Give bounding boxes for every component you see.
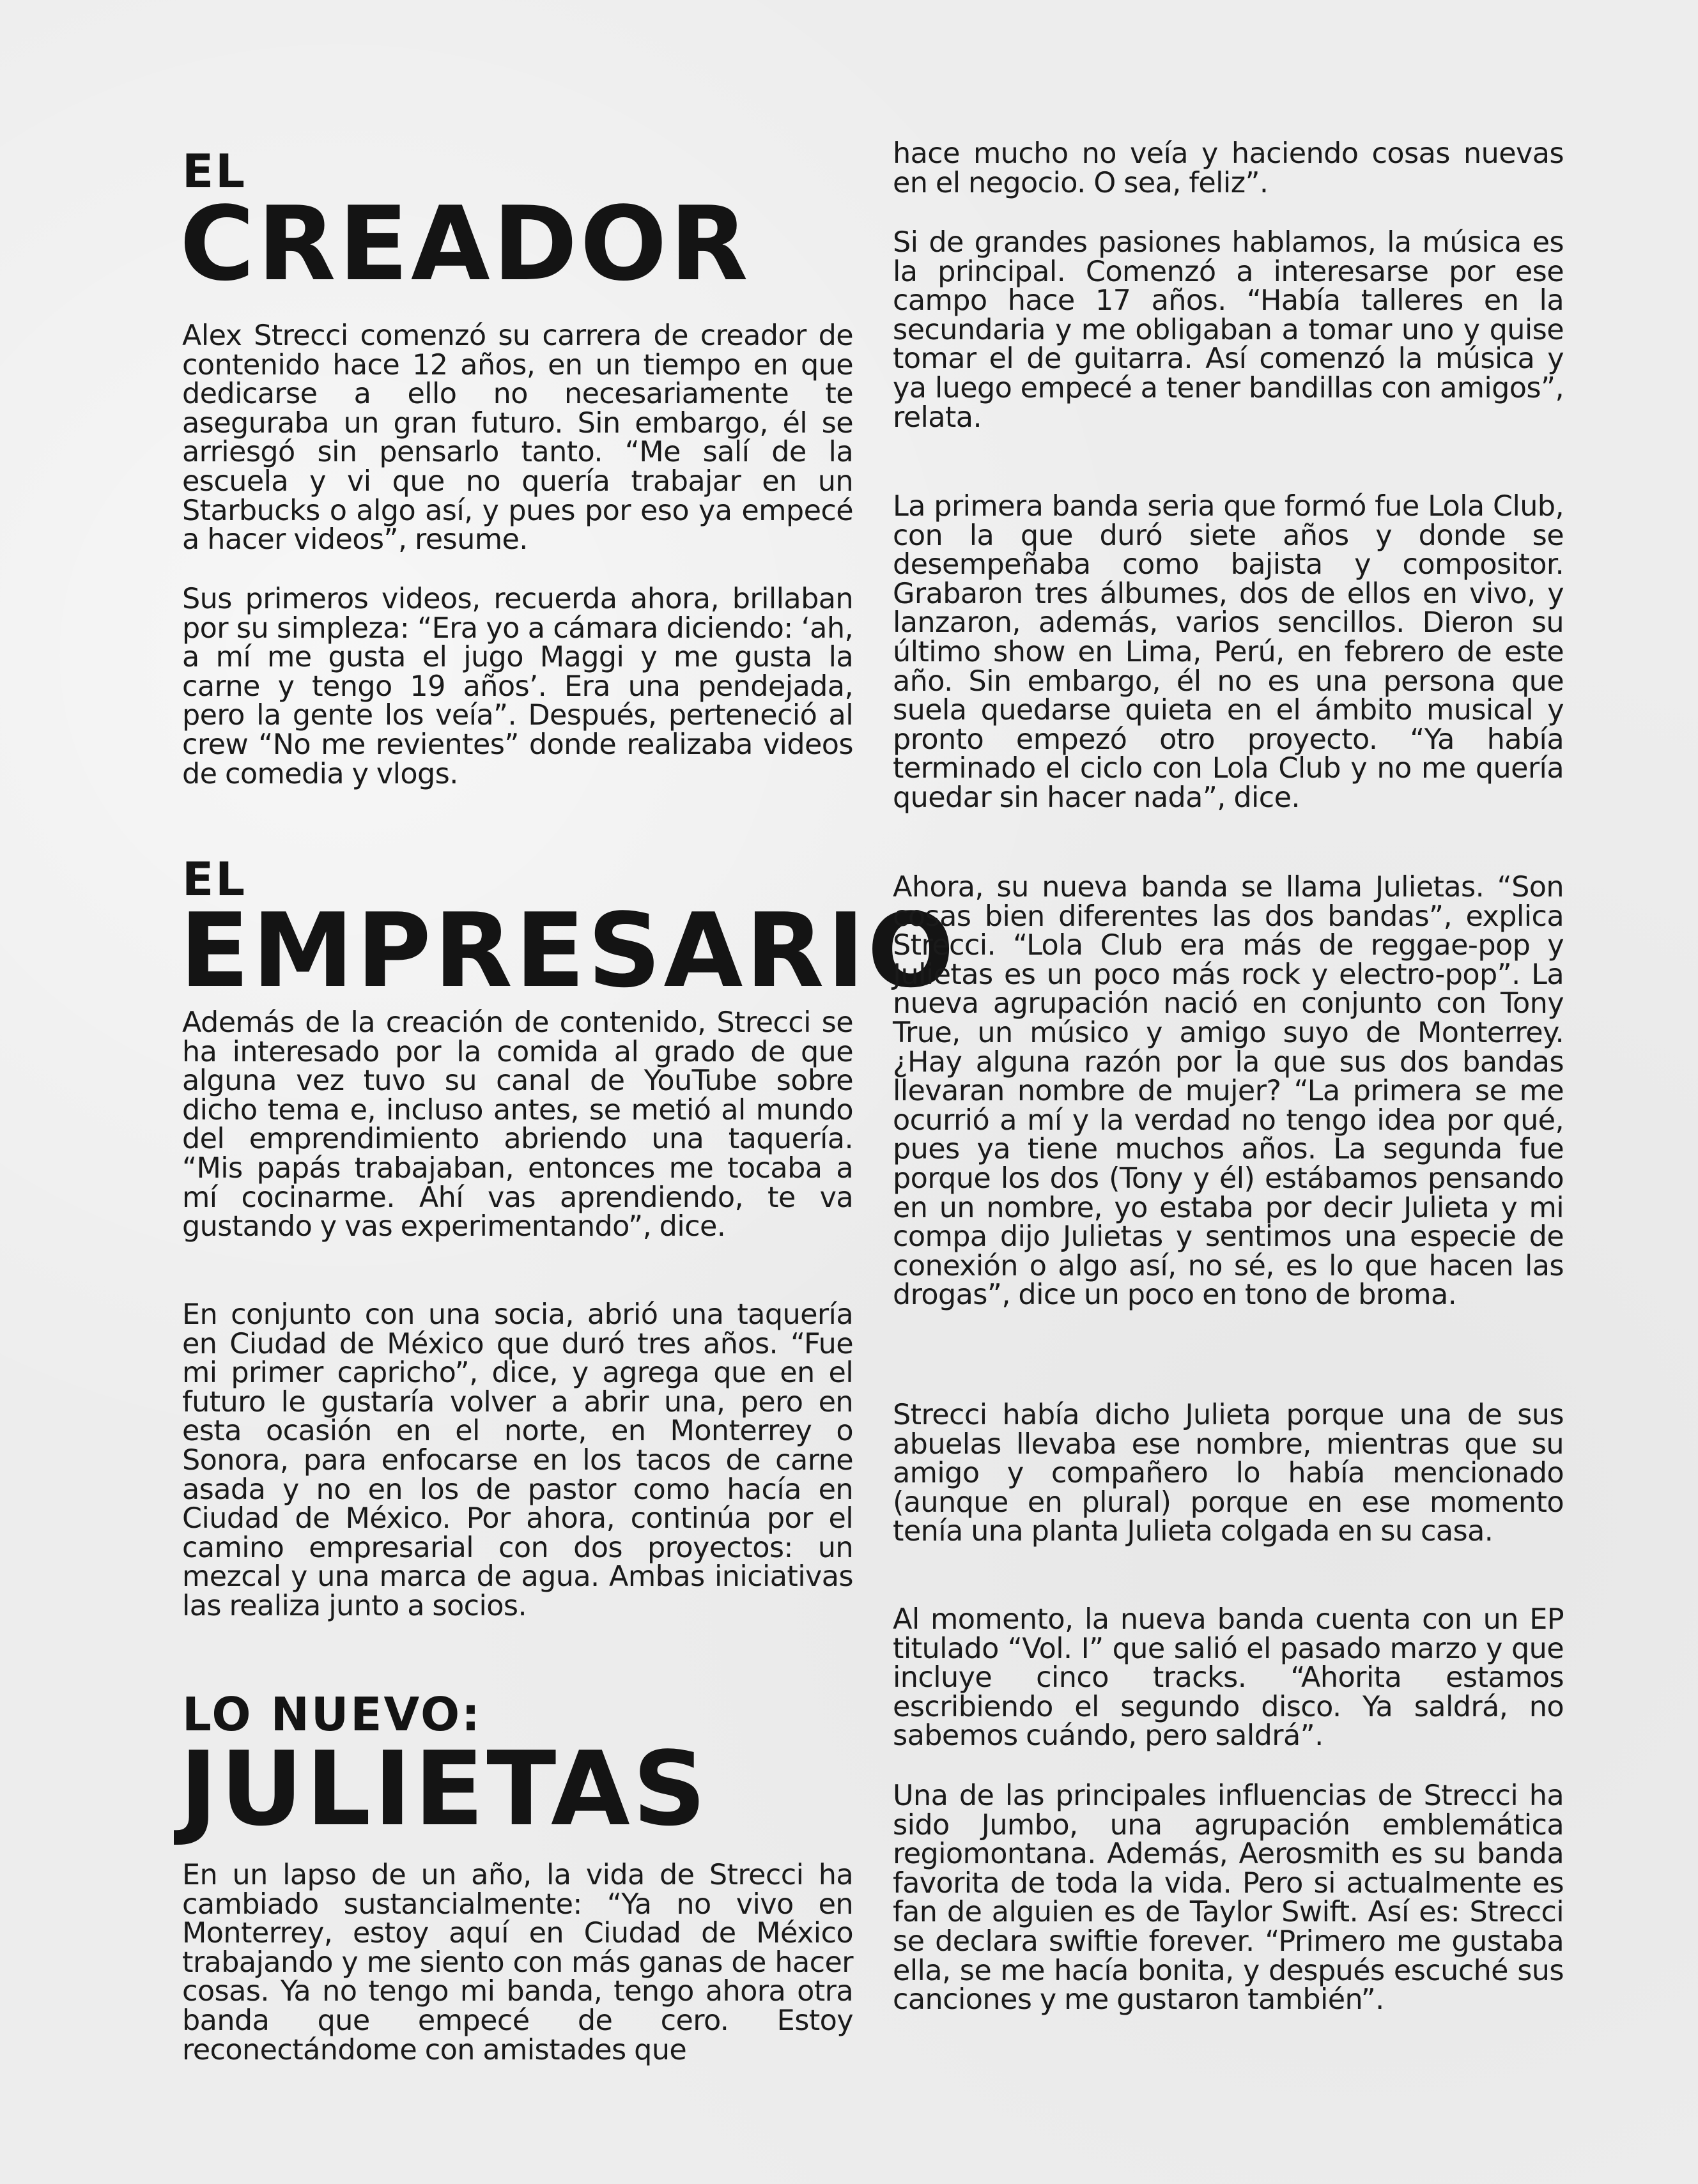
paragraph-creador-1: Alex Strecci comenzó su carrera de creador de contenido hace 12 años, en un tiempo en que dedicarse a ello no necesariamente te aseguraba un gran futuro. Sin embargo, él se arriesgó sin pensarlo tanto. “Me salí de la escuela y vi que no quería trabajar en un Starbucks o algo así, y pues por eso ya empecé a hacer videos”, resume. [182, 319, 853, 557]
paragraph-empresario-1: Además de la creación de contenido, Strecci se ha interesado por la comida al grado de que alguna vez tuvo su canal de YouTube sobre dicho tema e, incluso antes, se metió al mundo del emprendimiento abriendo una taquería. “Mis papás trabajaban, entonces me tocaba a mí cocinarme. Ahí vas aprendiendo, te va gustando y vas experimentando”, dice. [182, 1006, 853, 1243]
paragraph-right-1: hace mucho no veía y haciendo cosas nuevas en el negocio. O sea, feliz”. [893, 137, 1564, 199]
paragraph-right-7: Una de las principales influencias de Strecci ha sido Jumbo, una agrupación emblemática regiomontana. Además, Aerosmith es su banda favorita de toda la vida. Pero si actualmente es fan de alguien es de Taylor Swift. Así es: Strecci se declara swiftie forever. “Primero me gustaba ella, se me hacía bonita, y después escuché sus canciones y me gustaron también”. [893, 1780, 1564, 2017]
paragraph-right-2: Si de grandes pasiones hablamos, la música es la principal. Comenzó a interesarse por ese campo hace 17 años. “Había talleres en la secundaria y me obligaban a tomar uno y quise tomar el de guitarra. Así comenzó la música y ya luego empecé a tener bandillas con amigos”, relata. [893, 226, 1564, 434]
paragraph-creador-2: Sus primeros videos, recuerda ahora, brillaban por su simpleza: “Era yo a cámara diciendo: ‘ah, a mí me gusta el jugo Maggi y me gusta la carne y tengo 19 años’. Era una pendejada, pero la gente los veía”. Después, perteneció al crew “No me revientes” donde realizaba videos de comedia y vlogs. [182, 583, 853, 790]
section-title-empresario: EMPRESARIO [180, 891, 957, 1010]
paragraph-right-4: Ahora, su nueva banda se llama Julietas. “Son cosas bien diferentes las dos bandas”, explica Strecci. “Lola Club era más de reggae-pop y Julietas es un poco más rock y electro-pop”. La nueva agrupación nació en conjunto con Tony True, un músico y amigo suyo de Monterrey. ¿Hay alguna razón por la que sus dos bandas llevaran nombre de mujer? “La primera se me ocurrió a mí y la verdad no tengo idea por qué, pues ya tiene muchos años. La segunda fue porque los dos (Tony y él) estábamos pensando en un nombre, yo estaba por decir Julieta y mi compa dijo Julietas y sentimos una especie de conexión o algo así, no sé, es lo que hacen las drogas”, dice un poco en tono de broma. [893, 871, 1564, 1312]
section-title-creador: CREADOR [180, 184, 751, 304]
section-title-julietas: JULIETAS [180, 1729, 709, 1849]
paragraph-empresario-2: En conjunto con una socia, abrió una taquería en Ciudad de México que duró tres años. “Fue mi primer capricho”, dice, y agrega que en el futuro le gustaría volver a abrir una, pero en esta ocasión en el norte, en Monterrey o Sonora, para enfocarse en los tacos de carne asada y no en los de pastor como hacía en Ciudad de México. Por ahora, continúa por el camino empresarial con dos proyectos: un mezcal y una marca de agua. Ambas iniciativas las realiza junto a socios. [182, 1298, 853, 1622]
paragraph-right-3: La primera banda seria que formó fue Lola Club, con la que duró siete años y donde se desempeñaba como bajista y compositor. Grabaron tres álbumes, dos de ellos en vivo, y lanzaron, además, varios sencillos. Dieron su último show en Lima, Perú, en febrero de este año. Sin embargo, él no es una persona que suela quedarse quieta en el ámbito musical y pronto empezó otro proyecto. “Ya había terminado el ciclo con Lola Club y no me quería quedar sin hacer nada”, dice. [893, 490, 1564, 814]
paragraph-right-6: Al momento, la nueva banda cuenta con un EP titulado “Vol. I” que salió el pasado marzo y que incluye cinco tracks. “Ahorita estamos escribiendo el segundo disco. Ya saldrá, no sabemos cuándo, pero saldrá”. [893, 1603, 1564, 1753]
section-kicker-creador: EL [182, 144, 247, 198]
paragraph-right-5: Strecci había dicho Julieta porque una de sus abuelas llevaba ese nombre, mientras que su amigo y compañero lo había mencionado (aunque en plural) porque en ese momento tenía una planta Julieta colgada en su casa. [893, 1399, 1564, 1548]
section-kicker-julietas: LO NUEVO: [182, 1688, 482, 1741]
section-kicker-empresario: EL [182, 852, 247, 906]
paragraph-julietas-1: En un lapso de un año, la vida de Strecci ha cambiado sustancialmente: “Ya no vivo en Monterrey, estoy aquí en Ciudad de México trabajando y me siento con más ganas de hacer cosas. Ya no tengo mi banda, tengo ahora otra banda que empecé de cero. Estoy reconectándome con amistades que [182, 1859, 853, 2066]
